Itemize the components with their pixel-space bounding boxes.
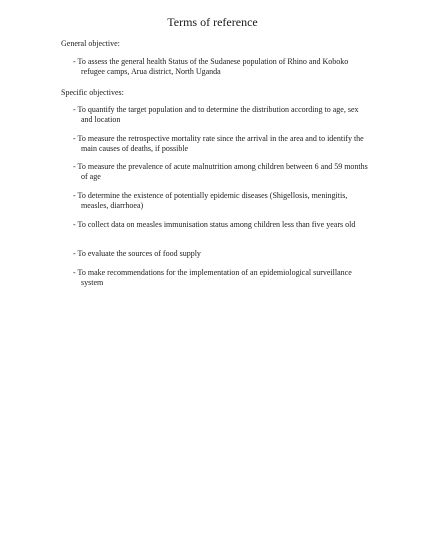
specific-objective-item: - To collect data on measles immunisation status among children less than five years old — [73, 220, 356, 229]
general-objective-heading: General objective: — [61, 39, 120, 48]
specific-objective-item: - To evaluate the sources of food supply — [73, 249, 201, 258]
specific-objective-item: - To make recommendations for the implementation of an epidemiological surveillance system — [73, 268, 352, 287]
specific-objective-item: - To measure the retrospective mortality rate since the arrival in the area and to identify the main causes of deaths, if possible — [73, 134, 364, 153]
specific-objectives-heading: Specific objectives: — [61, 88, 124, 97]
page-title: Terms of reference — [167, 15, 258, 29]
specific-objective-item: - To determine the existence of potentially epidemic diseases (Shigellosis, meningitis, measles, diarrhoea) — [73, 191, 348, 210]
specific-objective-item: - To measure the prevalence of acute malnutrition among children between 6 and 59 months of age — [73, 162, 368, 181]
specific-objective-item: - To quantify the target population and to determine the distribution according to age, sex and location — [73, 105, 359, 124]
general-objective-item: - To assess the general health Status of the Sudanese population of Rhino and Koboko refugee camps, Arua district, North Uganda — [73, 57, 349, 76]
